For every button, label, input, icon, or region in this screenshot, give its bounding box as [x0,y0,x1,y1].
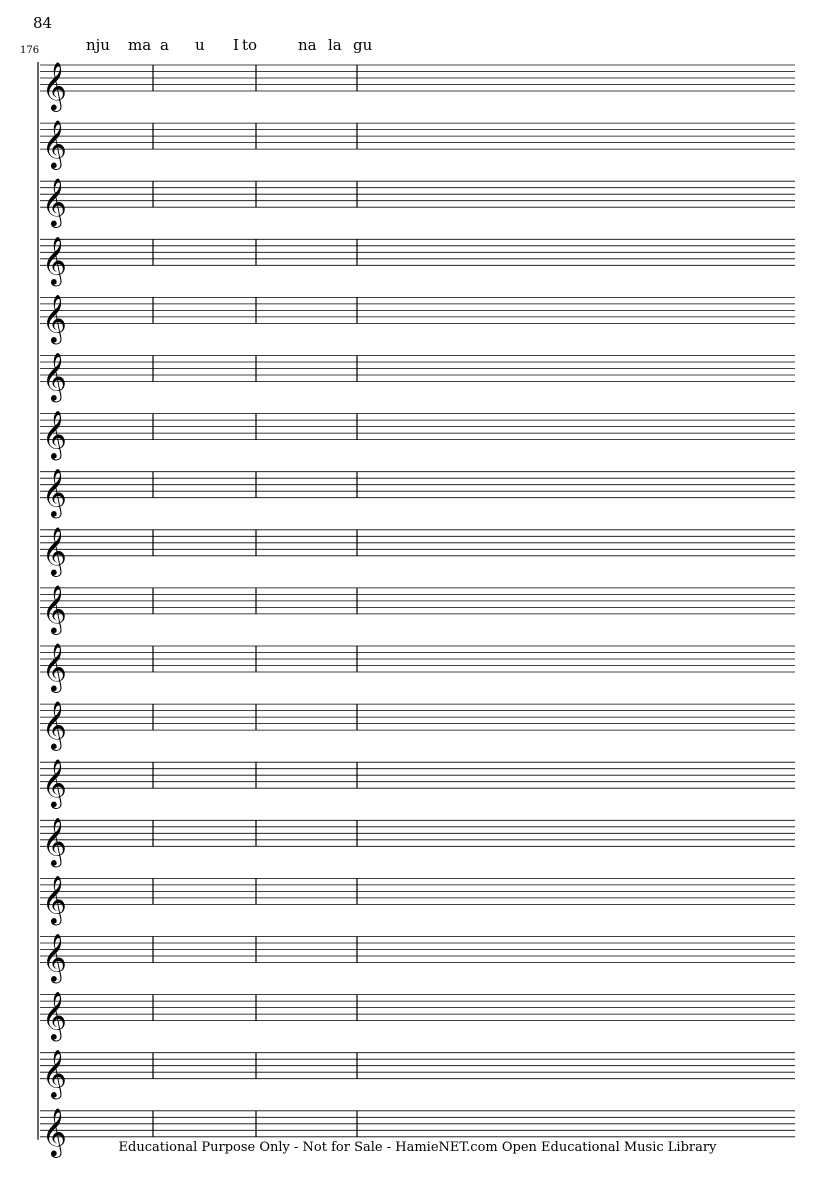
treble-clef-icon: 𝄞 [42,177,67,227]
treble-clef-icon: 𝄞 [42,525,67,575]
staff [40,758,795,809]
page-number: 84 [33,14,53,32]
treble-clef-icon: 𝄞 [42,235,67,285]
staff [40,410,795,461]
treble-clef-icon: 𝄞 [42,119,67,169]
lyric-syllable: ma [128,36,152,54]
staff [40,293,795,344]
staff [40,700,795,751]
staff [40,642,795,693]
measure-number: 176 [20,45,40,56]
staff [40,933,795,984]
treble-clef-icon: 𝄞 [42,293,67,343]
treble-clef-icon: 𝄞 [42,700,67,750]
treble-clef-icon: 𝄞 [42,583,67,633]
lyric-syllable: na [298,36,317,54]
treble-clef-icon: 𝄞 [42,409,67,459]
staff [40,468,795,519]
staff [40,874,795,925]
staff [40,991,795,1042]
treble-clef-icon: 𝄞 [42,816,67,866]
treble-clef-icon: 𝄞 [42,932,67,982]
staff [40,1049,795,1100]
treble-clef-icon: 𝄞 [42,61,67,110]
staff [40,119,795,170]
treble-clef-icon: 𝄞 [42,467,67,517]
lyric-syllable: gu [353,36,373,54]
staff [40,584,795,635]
staff [40,526,795,577]
treble-clef-icon: 𝄞 [42,990,67,1040]
lyric-syllable: nju [86,36,110,54]
staff [40,177,795,228]
treble-clef-icon: 𝄞 [42,1048,67,1098]
treble-clef-icon: 𝄞 [42,874,67,924]
treble-clef-icon: 𝄞 [42,642,67,691]
lyric-syllable: I [233,36,239,54]
treble-clef-icon: 𝄞 [42,758,67,808]
lyric-syllable: a [160,36,169,54]
footer-text: Educational Purpose Only - Not for Sale - HamieNET.com Open Educational Music Library [118,1140,717,1155]
lyric-syllable: u [195,36,205,54]
lyric-syllable: la [328,36,342,54]
treble-clef-icon: 𝄞 [42,351,67,401]
staff [40,235,795,286]
lyric-syllable: to [242,36,258,54]
staff [40,61,795,112]
staff [40,816,795,867]
staff [40,352,795,403]
treble-clef-icon: 𝄞 [42,1106,67,1156]
